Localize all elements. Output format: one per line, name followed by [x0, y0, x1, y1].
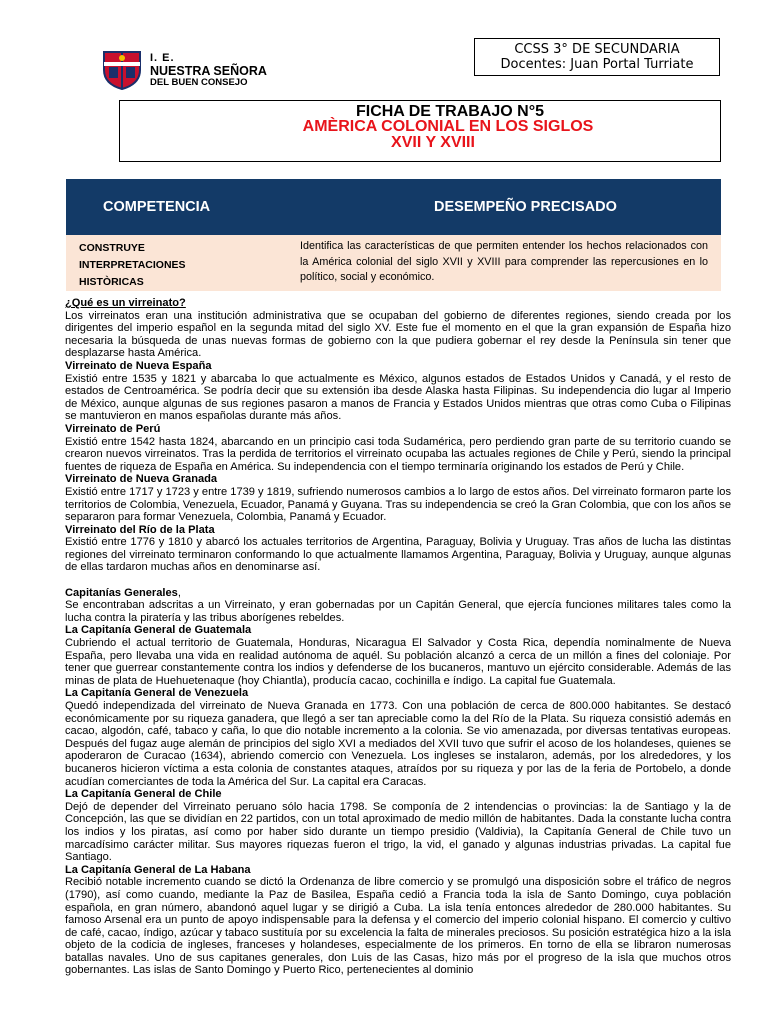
worksheet-subtitle-2: XVII Y XVIII [391, 134, 475, 151]
performance-cell: Identifica las características de que permiten entender los hechos relacionados con la América colonial del siglo XVII y XVIII para comprender las repercusiones en lo político, social y económico. [300, 240, 708, 283]
section-heading: ¿Qué es un virreinato? [65, 297, 186, 309]
school-shield-icon [100, 50, 144, 90]
section-heading: La Capitanía General de Venezuela [65, 687, 249, 700]
worksheet-subtitle-1: AMÈRICA COLONIAL EN LOS SIGLOS [302, 118, 594, 135]
paragraph: Existió entre 1542 hasta 1824, abarcando en un principio casi toda Sudamérica, pero perdiendo gran parte de su territorio cuando se crearon nuevos virreinatos. Tras la perdida de territorios el virreinato ocupaba las actuales regiones de Chile y Perú, siendo la principal fuentes de riqueza de España en América. Su independencia con el tiempo terminaría originando los estados de Perú y Chile. [65, 435, 731, 473]
paragraph: Se encontraban adscritas a un Virreinato, y eran gobernadas por un Capitán General, que ejercía funciones militares tales como la lucha contra la piratería y las tribus aborígenes rebeldes. [65, 599, 731, 624]
paragraph: Recibió notable incremento cuando se dictó la Ordenanza de libre comercio y se promulgó una disposición sobre el tráfico de negros (1790), así como cuando, mediante la Paz de Basilea, España cedió a Francia toda la isla de Santo Domingo, cuya población española, en gran número, abandonó aquel lugar y se dirigió a Cuba. La isla tenía entonces alrededor de 280.000 habitantes. Su famoso Arsenal era un punto de apoyo indispensable para la defensa y el comercio del imperio colonial hispano. El comercio y cultivo de café, cacao, índigo, azúcar y tabaco sustituía por su excelencia la falta de minerales preciosos. Su posición estratégica hizo a la isla objeto de la codicia de ingleses, franceses y holandeses, especialmente de los primeros. En torno de ella se libraron numerosas batallas navales. Uno de sus capitanes generales, don Luis de las Casas, hizo más por el progreso de la isla que muchos otros gobernantes. Las islas de Santo Domingo y Puerto Rico, pertenecientes al dominio [65, 876, 731, 977]
document-body [65, 297, 731, 977]
logo-school-subname: DEL BUEN CONSEJO [150, 77, 248, 88]
logo-school-name: NUESTRA SEÑORA [150, 64, 267, 78]
spacer [65, 574, 731, 587]
worksheet-title: FICHA DE TRABAJO N°5 [355, 103, 545, 120]
competency-header: COMPETENCIA [103, 199, 211, 215]
competency-cell [79, 240, 209, 291]
competency-table-header [66, 179, 721, 235]
section-heading: Virreinato de Perú [65, 422, 161, 435]
section-heading-text: Capitanías Generales [65, 586, 178, 599]
section-heading: La Capitanía General de Guatemala [65, 624, 252, 637]
section-heading: Virreinato del Río de la Plata [65, 523, 215, 536]
competency-table-row [66, 235, 721, 291]
course-label: CCSS 3° DE SECUNDARIA [514, 42, 680, 57]
paragraph: Quedó independizada del virreinato de Nueva Granada en 1773. Con una población de cerca de 800.000 habitantes. Se destacó económicamente por su riqueza ganadera, que llegó a ser tan apreciable como la del Río de la Plata. Su riqueza consistió además en cacao, algodón, café, tabaco y caña, lo que dio notable incremento a la colonia. Se vio amenazada, por diversas tentativas europeas. Después del fugaz auge alemán de principios del siglo XVI a mediados del XVII tuvo que sufrir el acoso de los holandeses, quienes se apoderaron de Curacao (1634), abriendo comercio con Venezuela. Los ingleses se instalaron, además, por los alrededores, y los bucaneros hicieron víctima a esta colonia de constantes ataques, atraídos por su riqueza y por las de la feria de Portobelo, a donde acudían comerciantes de toda la América del Sur. La capital era Caracas. [65, 700, 731, 788]
section-heading: Virreinato de Nueva España [65, 359, 212, 372]
logo-ie: I. E. [150, 52, 175, 64]
section-heading: Capitanías Generales, [65, 586, 181, 599]
course-info-box [474, 38, 720, 76]
paragraph: Existió entre 1776 y 1810 y abarcó los actuales territorios de Argentina, Paraguay, Bolivia y Uruguay. Tras años de lucha las distintas regiones del virreinato terminaron conformando lo que actualmente llamamos Argentina, Paraguay, Bolivia y Uruguay, aunque algunas de ellas tardaron muchas años en denominarse así. [65, 536, 731, 574]
performance-header: DESEMPEÑO PRECISADO [434, 199, 617, 215]
section-heading: La Capitanía General de Chile [65, 788, 222, 801]
paragraph: Los virreinatos eran una institución administrativa que se ocupaban del gobierno de diferentes regiones, siendo creada por los dirigentes del imperio español en la segunda mitad del siglo XV. Este fue el momento en el que la gran expansión de España hizo necesaria la búsqueda de unas nuevas formas de gobierno con la que pudiera gobernar el rey desde la Península sin tener que desplazarse hasta América. [65, 309, 731, 360]
paragraph: Existió entre 1535 y 1821 y abarcaba lo que actualmente es México, algunos estados de Estados Unidos y Canadá, y el resto de estados de Centroamérica. Se podría decir que su extensión iba desde Alaska hasta Filipinas. Su independencia dio lugar al Imperio de México, aunque algunas de sus regiones pasaron a manos de Francia y Estados Unidos mientras que otras como Cuba o Filipinas se mantuvieron en manos españolas durante más años. [65, 372, 731, 423]
paragraph: Dejó de depender del Virreinato peruano sólo hacia 1798. Se componía de 2 intendencias o provincias: la de Santiago y la de Concepción, las que se dividían en 22 partidos, con un total aproximado de medio millón de habitantes. Dada la constante lucha contra los indios y los piratas, así como por haber sido durante un tiempo presidio (Valdivia), la Capitanía General de Chile tuvo un marcadísimo carácter militar. Sus mayores riquezas fueron el trigo, la vid, el ganado y algunas industrias privadas. La capital fue Santiago. [65, 800, 731, 864]
school-logo [100, 50, 290, 92]
competency-line: HISTÒRICAS [79, 276, 144, 288]
competency-line: CONSTRUYE [79, 242, 145, 254]
paragraph: Existió entre 1717 y 1723 y entre 1739 y 1819, sufriendo numerosos cambios a lo largo de estos años. Del virreinato formaron parte los territorios de Colombia, Venezuela, Ecuador, Panamá y Guyana. Tras su independencia se creó la Gran Colombia, que con los años se separaron para formar Venezuela, Colombia, Panamá y Ecuador. [65, 485, 732, 524]
section-heading: Virreinato de Nueva Granada [65, 473, 218, 486]
teachers-label: Docentes: Juan Portal Turriate [500, 57, 694, 72]
paragraph: Cubriendo el actual territorio de Guatemala, Honduras, Nicaragua El Salvador y Costa Rica, dependía nominalmente de Nueva España, pero llevaba una vida en realidad autónoma de aquél. Su población alcanzó a cerca de un millón a fines del coloniaje. Por tener que guerrear constantemente contra los indios y defenderse de los bucaneros, mantuvo un ejército considerable. Además de las minas de plata de Huehuetenaque (hoy Chiantla), producía cacao, cochinilla e índigo. La capital fue Guatemala. [65, 637, 731, 687]
title-box [119, 100, 721, 162]
competency-line: INTERPRETACIONES [79, 259, 186, 271]
section-heading: La Capitanía General de La Habana [65, 863, 251, 876]
